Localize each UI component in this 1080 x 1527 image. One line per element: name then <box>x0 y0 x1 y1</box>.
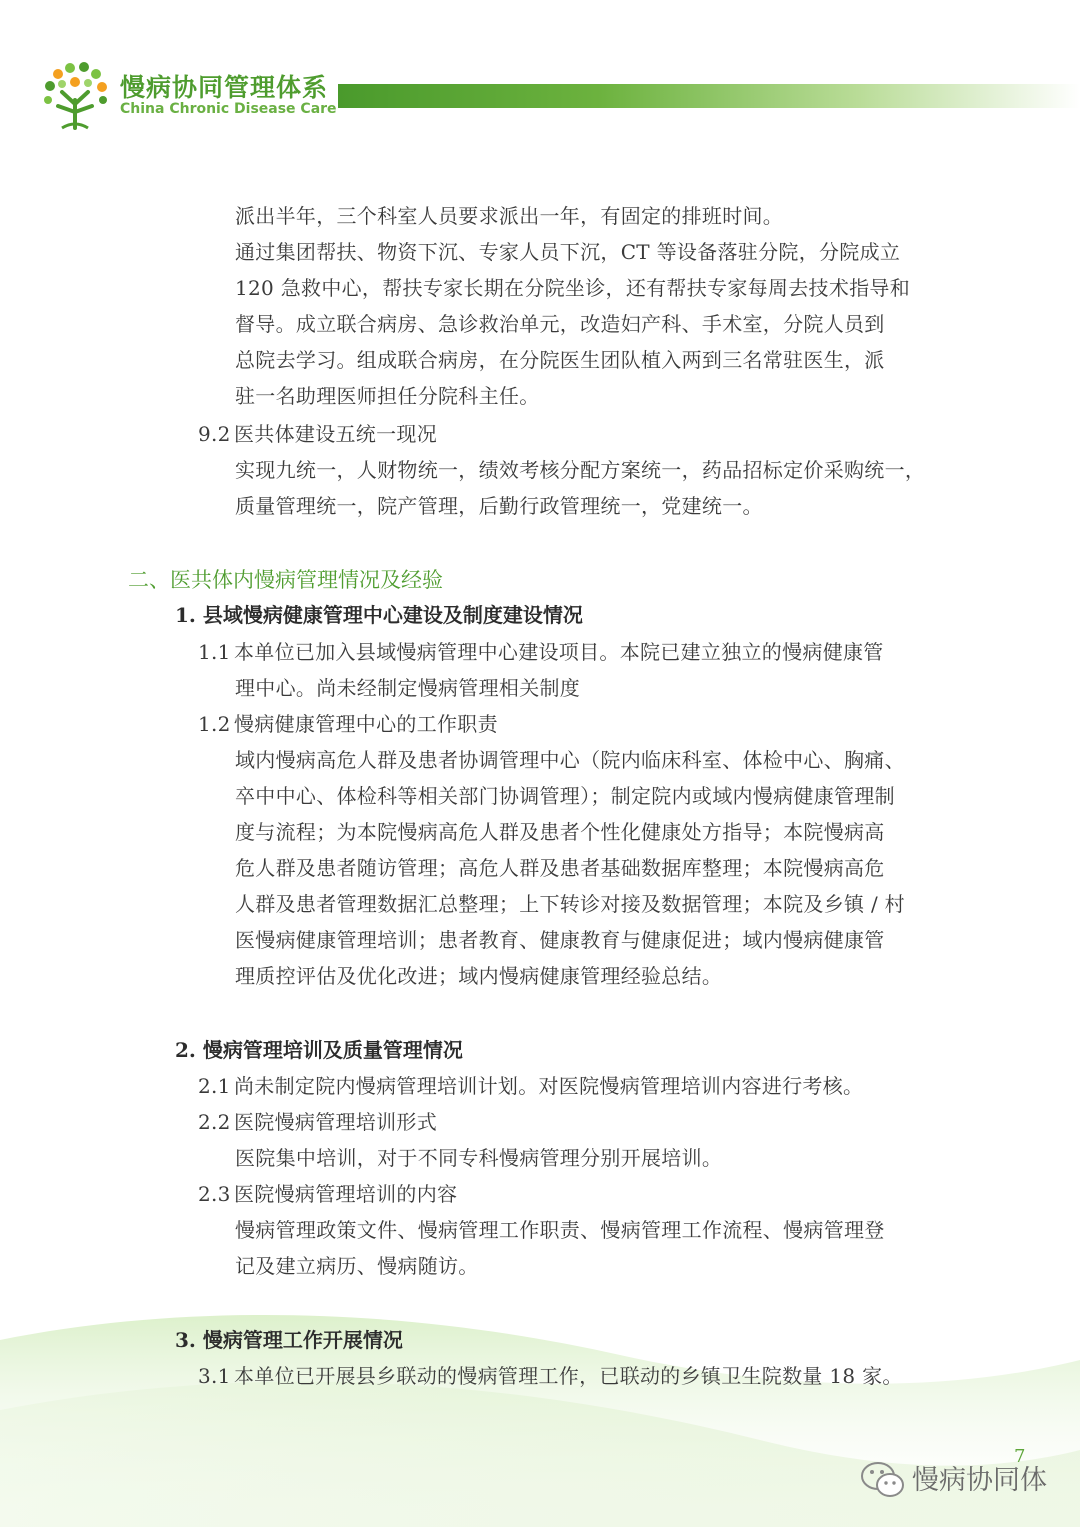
brand-name-en: China Chronic Disease Care <box>120 101 337 117</box>
section-number: 3.1 <box>198 1364 231 1388</box>
subsection-2-2 <box>198 1104 437 1140</box>
paragraph-line: 卒中中心、体检科等相关部门协调管理）；制定院内或域内慢病健康管理制 <box>235 784 895 808</box>
heading-3: 3. 慢病管理工作开展情况 <box>175 1328 403 1352</box>
section-number: 2.1 <box>198 1074 231 1098</box>
page-number: 7 <box>1014 1446 1026 1467</box>
subsection-1-1 <box>198 634 884 670</box>
paragraph-line: 实现九统一，人财物统一，绩效考核分配方案统一，药品招标定价采购统一， <box>235 458 926 482</box>
section-text: 本单位已加入县域慢病管理中心建设项目。本院已建立独立的慢病健康管 <box>234 640 884 664</box>
paragraph-line: 医院集中培训，对于不同专科慢病管理分别开展培训。 <box>235 1146 723 1170</box>
subsection-3-1 <box>198 1358 903 1394</box>
subsection-1-2 <box>198 706 498 742</box>
wechat-icon <box>860 1460 906 1500</box>
paragraph-line: 慢病管理政策文件、慢病管理工作职责、慢病管理工作流程、慢病管理登 <box>235 1218 885 1242</box>
paragraph-line: 派出半年，三个科室人员要求派出一年，有固定的排班时间。 <box>235 204 784 228</box>
paragraph-line: 理质控评估及优化改进；域内慢病健康管理经验总结。 <box>235 964 723 988</box>
section-text: 本单位已开展县乡联动的慢病管理工作，已联动的乡镇卫生院数量 18 家。 <box>234 1364 903 1388</box>
section-number: 1.1 <box>198 640 231 664</box>
paragraph-line: 120 急救中心，帮扶专家长期在分院坐诊，还有帮扶专家每周去技术指导和 <box>235 276 911 300</box>
section-title: 医院慢病管理培训的内容 <box>234 1182 458 1206</box>
header-bar <box>338 84 1080 108</box>
paragraph-line: 总院去学习。组成联合病房，在分院医生团队植入两到三名常驻医生，派 <box>235 348 885 372</box>
section-title: 医院慢病管理培训形式 <box>234 1110 437 1134</box>
paragraph-line: 度与流程；为本院慢病高危人群及患者个性化健康处方指导；本院慢病高 <box>235 820 885 844</box>
subsection-2-1 <box>198 1068 863 1104</box>
paragraph-line: 记及建立病历、慢病随访。 <box>235 1254 479 1278</box>
heading-2: 2. 慢病管理培训及质量管理情况 <box>175 1038 463 1062</box>
section-number: 2.2 <box>198 1110 231 1134</box>
subsection-9-2 <box>198 416 437 452</box>
section-heading: 二、医共体内慢病管理情况及经验 <box>128 568 443 592</box>
tree-logo-icon <box>40 60 110 132</box>
paragraph-line: 质量管理统一，院产管理，后勤行政管理统一，党建统一。 <box>235 494 763 518</box>
paragraph-line: 驻一名助理医师担任分院科主任。 <box>235 384 540 408</box>
paragraph-line: 通过集团帮扶、物资下沉、专家人员下沉，CT 等设备落驻分院，分院成立 <box>235 240 901 264</box>
section-title: 慢病健康管理中心的工作职责 <box>234 712 498 736</box>
heading-1: 1. 县域慢病健康管理中心建设及制度建设情况 <box>175 603 583 627</box>
subsection-2-3 <box>198 1176 457 1212</box>
section-text: 尚未制定院内慢病管理培训计划。对医院慢病管理培训内容进行考核。 <box>234 1074 864 1098</box>
paragraph-line: 域内慢病高危人群及患者协调管理中心（院内临床科室、体检中心、胸痛、 <box>235 748 905 772</box>
section-title: 医共体建设五统一现况 <box>234 422 437 446</box>
paragraph-line: 人群及患者管理数据汇总整理；上下转诊对接及数据管理；本院及乡镇 / 村 <box>235 892 905 916</box>
brand-name-cn: 慢病协同管理体系 <box>120 73 329 102</box>
paragraph-line: 危人群及患者随访管理；高危人群及患者基础数据库整理；本院慢病高危 <box>235 856 885 880</box>
watermark-text: 慢病协同体 <box>912 1465 1047 1496</box>
section-number: 9.2 <box>198 422 231 446</box>
section-number: 1.2 <box>198 712 231 736</box>
section-number: 2.3 <box>198 1182 231 1206</box>
paragraph-line: 督导。成立联合病房、急诊救治单元，改造妇产科、手术室，分院人员到 <box>235 312 885 336</box>
paragraph-line: 医慢病健康管理培训；患者教育、健康教育与健康促进；域内慢病健康管 <box>235 928 885 952</box>
paragraph-line: 理中心。尚未经制定慢病管理相关制度 <box>235 676 581 700</box>
